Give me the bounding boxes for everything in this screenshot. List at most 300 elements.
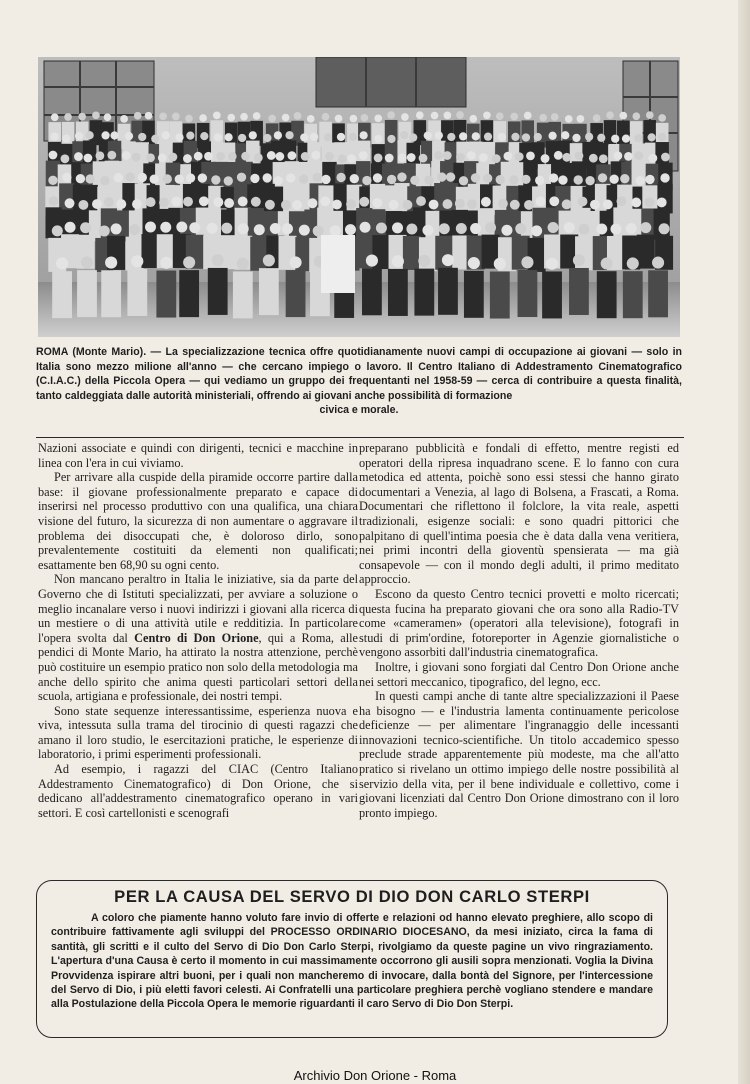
person-head bbox=[159, 112, 167, 120]
person-head bbox=[447, 133, 455, 141]
person-head bbox=[107, 151, 116, 160]
person-head bbox=[459, 132, 467, 140]
person-head bbox=[134, 112, 142, 120]
caption-lead: ROMA (Monte Mario). bbox=[36, 346, 147, 358]
person-head bbox=[459, 176, 468, 185]
person-head bbox=[213, 197, 223, 207]
person-body bbox=[464, 271, 484, 318]
person-head bbox=[114, 173, 123, 182]
person-head bbox=[387, 111, 395, 119]
person-head bbox=[189, 222, 200, 233]
person-head bbox=[407, 153, 416, 162]
person-head bbox=[609, 175, 618, 184]
person-head bbox=[211, 175, 220, 184]
person-head bbox=[186, 132, 194, 140]
person-head bbox=[160, 222, 171, 233]
person-head bbox=[546, 258, 558, 270]
left-paragraph-4: Sono state sequenze interessantissime, esperienza nuova e viva, intessuta sulla trama del tirocinio di questi ragazzi che amano il loro studio, le esercitazioni pratiche, le esperienze di laboratorio, i primi esperimenti professionali. bbox=[38, 703, 358, 762]
person-head bbox=[101, 131, 109, 139]
person-head bbox=[585, 176, 594, 185]
person-head bbox=[509, 175, 518, 184]
person-head bbox=[80, 222, 91, 233]
person-head bbox=[336, 173, 345, 182]
person-head bbox=[501, 225, 512, 236]
person-head bbox=[292, 200, 302, 210]
person-head bbox=[515, 223, 526, 234]
person-body bbox=[77, 270, 97, 317]
group-photo bbox=[38, 57, 680, 337]
person-head bbox=[86, 131, 94, 139]
person-head bbox=[198, 173, 207, 182]
person-body bbox=[208, 268, 228, 315]
person-body bbox=[648, 270, 668, 317]
person-head bbox=[539, 114, 547, 122]
person-head bbox=[496, 112, 504, 120]
right-paragraph-2: Escono da questo Centro tecnici provetti e molto ricercati; questa fucina ha preparato giovani che ora sono alla Radio-TV come «cameramen» (operatori alla televisione), fotografi in studi di prim'ordine, fotoreporter in Agenzie giornalistiche o vengono assorbiti dall'industria cinematografica. bbox=[359, 586, 679, 660]
caption-text: — La specializzazione tecnica offre quotidianamente nuovi campi di occupazione ai giovani — solo in Italia sono mezzo milione all'anno — che cercano impiego o lavoro. Il Centro Italiano di Addestramento Cinematografico (C.I.A.C.) della Piccola Opera — qui vediamo un gruppo dei frequentanti nel 1958-59 — cerca di contribuire a questa finalità, tanto caldeggiata dalle autorità ministeriali, offrendo ai giovani anche possibilità di formazione bbox=[36, 346, 682, 402]
archive-footer: Archivio Don Orione - Roma bbox=[293, 1068, 457, 1083]
person-head bbox=[372, 198, 382, 208]
person-head bbox=[95, 151, 104, 160]
person-body bbox=[454, 120, 467, 145]
person-head bbox=[515, 152, 524, 161]
left-paragraph-1: Nazioni associate e quindi con dirigenti, tecnici e macchine in linea con l'era in cui viviamo. bbox=[38, 441, 358, 470]
person-head bbox=[410, 176, 419, 185]
person-head bbox=[213, 112, 221, 120]
person-head bbox=[132, 199, 142, 209]
person-head bbox=[74, 152, 83, 161]
person-head bbox=[398, 154, 407, 163]
sterpi-notice-box bbox=[36, 880, 668, 1038]
person-head bbox=[467, 199, 477, 209]
person-head bbox=[56, 257, 68, 269]
person-head bbox=[111, 223, 122, 234]
person-head bbox=[362, 176, 371, 185]
person-body bbox=[572, 161, 586, 189]
person-head bbox=[172, 113, 180, 121]
person-head bbox=[212, 254, 224, 266]
person-head bbox=[241, 152, 250, 161]
person-head bbox=[606, 111, 614, 119]
person-head bbox=[442, 254, 454, 266]
person-head bbox=[150, 175, 159, 184]
person-head bbox=[129, 224, 140, 235]
person-head bbox=[301, 152, 310, 161]
person-head bbox=[287, 151, 296, 160]
person-head bbox=[92, 199, 102, 209]
person-head bbox=[524, 112, 532, 120]
person-head bbox=[50, 132, 58, 140]
left-paragraph-3-c: , qui a Roma, alle pendici di Monte Mario, ha attirato la nostra attenzione, perchè può costituire un esempio pratico non solo della metodologia ma anche dello spirito che anima questi particolari settori della scuola, artigiana e professionale, dei nostri tempi. bbox=[38, 630, 359, 704]
person-head bbox=[221, 223, 232, 234]
right-paragraph-1: preparano pubblicità e fondali di effetto, mentre registi ed operatori della ripresa inquadrano scene. E lo fanno con cura metodica ed attenta, poichè sono essi stessi che hanno girato documentari a Venezia, al lago di Bolsena, a Frascati, a Roma. Documentari che riflettono il folclore, la vita reale, aspetti tradizionali, esigenze sociali: e sono quadri pittorici che palpitano di quell'intima poesia che è data dalla vena veritiera, nei primi incontri della gioventù spensierata — ma già consapevole — con il mondo degli adulti, il primo meditato approccio. bbox=[359, 441, 679, 587]
person-head bbox=[186, 173, 195, 182]
person-head bbox=[373, 173, 382, 182]
person-head bbox=[549, 196, 559, 206]
right-column bbox=[359, 441, 679, 820]
person-body bbox=[630, 121, 643, 146]
person-head bbox=[634, 151, 643, 160]
person-head bbox=[61, 154, 70, 163]
person-head bbox=[224, 133, 232, 141]
person-head bbox=[562, 199, 572, 209]
caption-divider bbox=[36, 437, 684, 438]
person-head bbox=[416, 196, 426, 206]
person-head bbox=[254, 153, 263, 162]
person-head bbox=[207, 223, 218, 234]
person-head bbox=[163, 174, 172, 183]
person-head bbox=[389, 200, 399, 210]
person-head bbox=[250, 174, 259, 183]
person-head bbox=[374, 114, 382, 122]
person-head bbox=[562, 153, 571, 162]
person-head bbox=[611, 135, 619, 143]
person-head bbox=[624, 152, 633, 161]
person-head bbox=[419, 154, 428, 163]
person-head bbox=[49, 196, 59, 206]
person-head bbox=[534, 133, 542, 141]
person-head bbox=[172, 197, 182, 207]
person-head bbox=[456, 153, 465, 162]
person-head bbox=[313, 225, 324, 236]
person-head bbox=[104, 197, 114, 207]
person-body bbox=[518, 270, 538, 317]
person-head bbox=[471, 173, 480, 182]
person-head bbox=[599, 154, 608, 163]
person-head bbox=[446, 172, 455, 181]
person-head bbox=[558, 175, 567, 184]
person-head bbox=[64, 113, 72, 121]
person-head bbox=[483, 111, 491, 119]
person-head bbox=[644, 197, 654, 207]
person-head bbox=[286, 173, 295, 182]
person-head bbox=[603, 200, 613, 210]
person-head bbox=[597, 134, 605, 142]
person-head bbox=[554, 151, 563, 160]
person-head bbox=[238, 223, 249, 234]
person-head bbox=[65, 198, 75, 208]
person-body bbox=[643, 120, 656, 145]
person-head bbox=[138, 133, 146, 141]
person-head bbox=[359, 131, 367, 139]
person-head bbox=[249, 131, 257, 139]
person-head bbox=[498, 199, 508, 209]
person-head bbox=[347, 154, 356, 163]
person-head bbox=[224, 176, 233, 185]
person-head bbox=[531, 225, 542, 236]
person-body bbox=[542, 271, 562, 318]
person-head bbox=[313, 173, 322, 182]
person-body bbox=[179, 270, 199, 317]
person-head bbox=[324, 133, 332, 141]
person-head bbox=[160, 257, 172, 269]
person-head bbox=[99, 225, 110, 236]
person-head bbox=[610, 223, 621, 234]
central-figure bbox=[321, 235, 355, 293]
person-head bbox=[521, 256, 533, 268]
person-head bbox=[437, 172, 446, 181]
centro-don-orione-bold: Centro di Don Orione bbox=[134, 630, 259, 645]
person-head bbox=[435, 131, 443, 139]
person-head bbox=[443, 151, 452, 160]
person-head bbox=[483, 174, 492, 183]
person-head bbox=[62, 173, 71, 182]
person-head bbox=[275, 152, 284, 161]
person-head bbox=[268, 115, 276, 123]
person-head bbox=[158, 153, 167, 162]
person-head bbox=[146, 153, 155, 162]
person-body bbox=[259, 268, 279, 315]
person-head bbox=[645, 175, 654, 184]
person-head bbox=[145, 222, 156, 233]
person-head bbox=[631, 198, 641, 208]
person-head bbox=[125, 172, 134, 181]
person-head bbox=[122, 151, 131, 160]
left-paragraph-2: Per arrivare alla cuspide della piramide occorre partire dalla base: il giovane professionalmente preparato e capace di inserirsi nel processo produttivo con una qualifica, una chiara visione del futuro, la sicurezza di non aumentare o aggravare il problema dei disoccupati che, è doloroso dirlo, sono prevalentemente costituiti da elementi non qualificati; esattamente ben 68,90 su ogni cento. bbox=[38, 470, 358, 572]
person-head bbox=[593, 114, 601, 122]
person-head bbox=[321, 175, 330, 184]
person-head bbox=[285, 131, 293, 139]
person-body bbox=[521, 120, 534, 145]
person-head bbox=[409, 133, 417, 141]
person-head bbox=[175, 133, 183, 141]
person-head bbox=[496, 175, 505, 184]
person-head bbox=[444, 111, 452, 119]
person-head bbox=[125, 132, 133, 140]
person-head bbox=[263, 134, 271, 142]
person-head bbox=[598, 173, 607, 182]
person-head bbox=[524, 200, 534, 210]
person-head bbox=[416, 111, 424, 119]
person-head bbox=[65, 222, 76, 233]
person-head bbox=[392, 255, 404, 267]
person-head bbox=[204, 152, 213, 161]
person-head bbox=[349, 133, 357, 141]
person-head bbox=[51, 113, 59, 121]
person-head bbox=[469, 115, 477, 123]
person-head bbox=[359, 151, 368, 160]
person-head bbox=[294, 112, 302, 120]
person-head bbox=[227, 114, 235, 122]
person-head bbox=[470, 223, 481, 234]
person-head bbox=[472, 132, 480, 140]
person-body bbox=[196, 208, 212, 239]
person-head bbox=[350, 115, 358, 123]
person-body bbox=[438, 268, 458, 315]
person-head bbox=[613, 151, 622, 160]
person-body bbox=[211, 120, 224, 145]
person-head bbox=[573, 254, 585, 266]
person-head bbox=[577, 115, 585, 123]
person-head bbox=[658, 133, 666, 141]
person-head bbox=[240, 113, 248, 121]
person-head bbox=[456, 111, 464, 119]
person-head bbox=[406, 223, 417, 234]
person-head bbox=[481, 197, 491, 207]
person-head bbox=[579, 224, 590, 235]
person-body bbox=[597, 271, 617, 318]
person-head bbox=[429, 200, 439, 210]
person-head bbox=[175, 174, 184, 183]
person-head bbox=[387, 135, 395, 143]
person-head bbox=[325, 152, 334, 161]
left-paragraph-5: Ad esempio, i ragazzi del CIAC (Centro Italiano Addestramento Cinematografico) di Don Orione, che si dedicano all'addestramento cinematografico operano in vari settori. E così cartellonisti e scenografi bbox=[38, 762, 358, 820]
person-head bbox=[263, 254, 275, 266]
person-head bbox=[338, 154, 347, 163]
person-body bbox=[286, 270, 306, 317]
right-paragraph-3: Inoltre, i giovani sono forgiati dal Centro Don Orione anche nei settori meccanico, tipografico, del legno, ecc. bbox=[359, 659, 679, 689]
person-head bbox=[300, 133, 308, 141]
person-head bbox=[366, 255, 378, 267]
person-head bbox=[332, 200, 342, 210]
person-head bbox=[401, 113, 409, 121]
person-body bbox=[362, 268, 382, 315]
person-head bbox=[635, 176, 644, 185]
person-head bbox=[548, 132, 556, 140]
person-head bbox=[402, 200, 412, 210]
person-head bbox=[274, 131, 282, 139]
person-head bbox=[549, 173, 558, 182]
person-head bbox=[81, 256, 93, 268]
person-head bbox=[78, 113, 86, 121]
person-head bbox=[251, 197, 261, 207]
person-head bbox=[492, 154, 501, 163]
person-head bbox=[360, 222, 371, 233]
person-head bbox=[376, 223, 387, 234]
person-body bbox=[623, 271, 643, 318]
person-head bbox=[574, 175, 583, 184]
person-body bbox=[403, 236, 421, 270]
person-head bbox=[418, 255, 430, 267]
person-head bbox=[468, 257, 480, 269]
person-body bbox=[127, 269, 147, 316]
person-head bbox=[345, 224, 356, 235]
person-head bbox=[194, 152, 203, 161]
person-head bbox=[238, 134, 246, 142]
left-paragraph-3-a: Non mancano peraltro in Italia le iniziative, sia da parte del Governo che di Istituti specializzati, per avviare a soluzione o meglio incanalare verso i nuovi indirizzi i giovani alla ricerca di un mestiere o di una attività utile e redditizia. In particolare l'opera svolta dal bbox=[38, 572, 358, 645]
person-body bbox=[490, 272, 510, 319]
person-head bbox=[120, 115, 128, 123]
person-head bbox=[337, 133, 345, 141]
person-head bbox=[479, 153, 488, 162]
person-head bbox=[176, 222, 187, 233]
person-head bbox=[400, 131, 408, 139]
person-head bbox=[84, 154, 93, 163]
person-head bbox=[485, 222, 496, 233]
person-head bbox=[200, 132, 208, 140]
person-head bbox=[299, 174, 308, 183]
person-head bbox=[521, 175, 530, 184]
person-head bbox=[652, 257, 664, 269]
person-head bbox=[282, 223, 293, 234]
person-head bbox=[237, 258, 249, 270]
person-head bbox=[307, 115, 315, 123]
person-head bbox=[310, 133, 318, 141]
person-head bbox=[330, 225, 341, 236]
person-head bbox=[76, 174, 85, 183]
person-head bbox=[541, 154, 550, 163]
person-head bbox=[646, 111, 654, 119]
person-head bbox=[75, 132, 83, 140]
person-head bbox=[138, 173, 147, 182]
person-head bbox=[105, 257, 117, 269]
person-head bbox=[535, 176, 544, 185]
person-head bbox=[564, 222, 575, 233]
right-paragraph-4: In questi campi anche di tante altre specializzazioni il Paese ha bisogno — e l'industria lamenta continuamente pericolose deficienze — per alimentare l'ingranaggio delle incessanti innovazioni tecnico-scientifiche. Un titolo accademico spesso preclude strade apparentemente più modeste, ma che all'atto pratico si rivelano un ottimo impiego delle nostre possibilità al servizio della vita, per il bene individuale e collettivo, come i giovani licenziati dal Centro Don Orione dimostrano con il loro pronto impiego. bbox=[359, 689, 679, 820]
person-head bbox=[199, 114, 207, 122]
person-head bbox=[151, 135, 159, 143]
person-head bbox=[658, 114, 666, 122]
person-head bbox=[116, 199, 126, 209]
page-edge bbox=[738, 0, 750, 1084]
person-head bbox=[267, 151, 276, 160]
left-paragraph-3 bbox=[38, 572, 358, 703]
person-head bbox=[561, 131, 569, 139]
person-head bbox=[48, 176, 57, 185]
person-head bbox=[228, 152, 237, 161]
person-head bbox=[237, 173, 246, 182]
person-head bbox=[387, 175, 396, 184]
person-body bbox=[233, 271, 253, 318]
person-head bbox=[346, 199, 356, 209]
person-head bbox=[374, 153, 383, 162]
person-head bbox=[498, 133, 506, 141]
person-head bbox=[634, 134, 642, 142]
person-head bbox=[311, 151, 320, 160]
person-head bbox=[320, 196, 330, 206]
person-head bbox=[397, 172, 406, 181]
person-head bbox=[522, 133, 530, 141]
person-head bbox=[620, 174, 629, 183]
person-head bbox=[467, 151, 476, 160]
person-head bbox=[640, 222, 651, 233]
person-head bbox=[145, 112, 153, 120]
person-head bbox=[619, 112, 627, 120]
person-head bbox=[214, 133, 222, 141]
person-head bbox=[290, 256, 302, 268]
person-head bbox=[159, 198, 169, 208]
person-body bbox=[414, 269, 434, 316]
person-head bbox=[110, 131, 118, 139]
person-head bbox=[596, 224, 607, 235]
person-head bbox=[565, 115, 573, 123]
person-head bbox=[350, 174, 359, 183]
person-body bbox=[156, 271, 176, 318]
person-head bbox=[131, 255, 143, 267]
person-head bbox=[431, 112, 439, 120]
person-head bbox=[253, 112, 261, 120]
person-head bbox=[168, 153, 177, 162]
person-head bbox=[86, 174, 95, 183]
person-head bbox=[299, 225, 310, 236]
person-head bbox=[199, 196, 209, 206]
person-head bbox=[281, 200, 291, 210]
person-head bbox=[657, 197, 667, 207]
person-head bbox=[622, 134, 630, 142]
person-head bbox=[265, 200, 275, 210]
person-head bbox=[282, 114, 290, 122]
person-head bbox=[183, 197, 193, 207]
person-head bbox=[254, 224, 265, 235]
person-head bbox=[308, 198, 318, 208]
person-head bbox=[49, 151, 58, 160]
person-head bbox=[183, 154, 192, 163]
person-head bbox=[104, 113, 112, 121]
person-body bbox=[52, 271, 72, 318]
person-head bbox=[648, 133, 656, 141]
group-photo-drawing bbox=[38, 57, 680, 337]
notice-title: PER LA CAUSA DEL SERVO DI DIO DON CARLO STERPI bbox=[114, 887, 590, 906]
